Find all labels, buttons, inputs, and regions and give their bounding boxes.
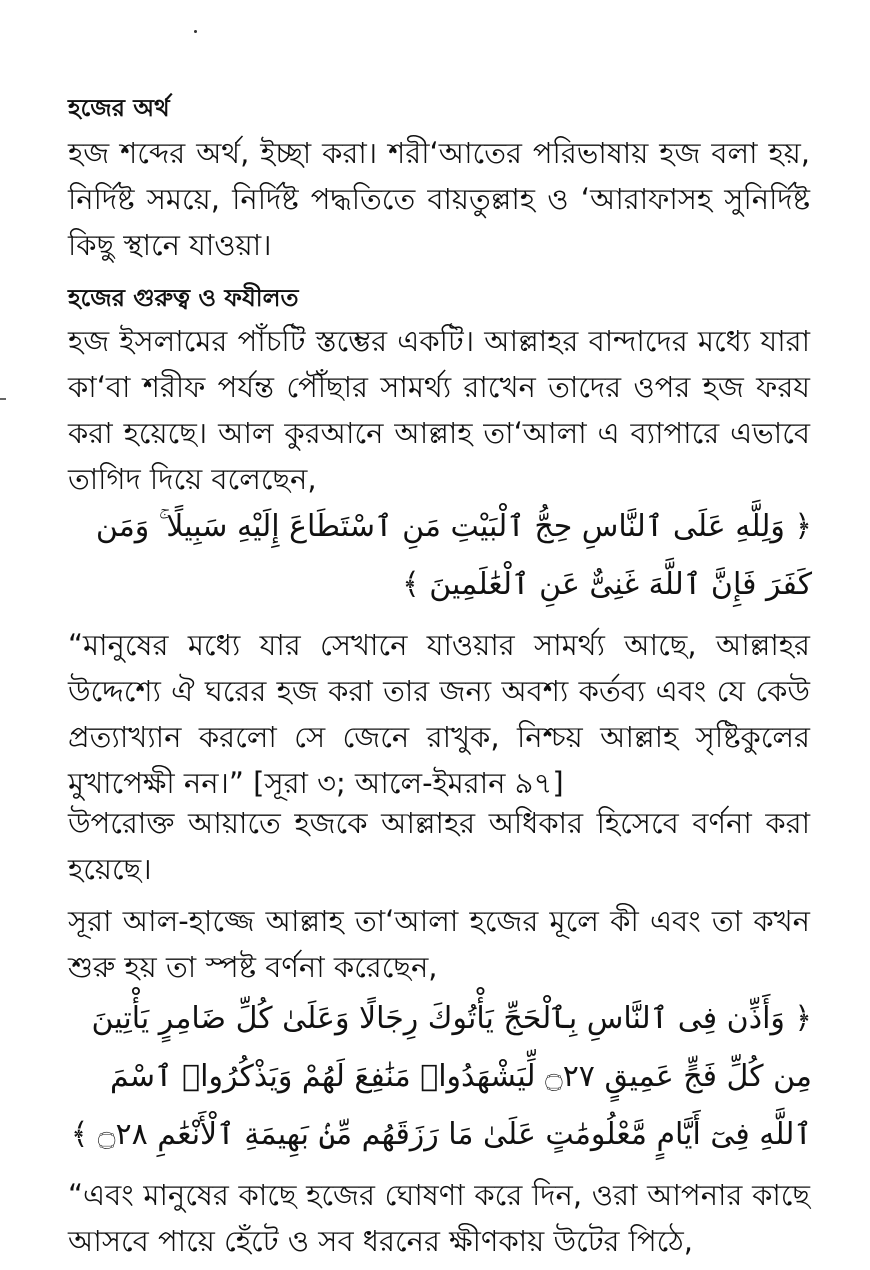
paragraph-commentary: উপরোক্ত আয়াতে হজকে আল্লাহর অধিকার হিসেবে বর্ণনা করা হয়েছে। <box>68 806 810 886</box>
paragraph-meaning: হজ শব্দের অর্থ, ইচ্ছা করা। শরী‘আতের পরিভাষায় হজ বলা হয়, নির্দিষ্ট সময়ে, নির্দিষ্ট পদ্ধতিতে বায়তুল্লাহ ও ‘আরাফাসহ সুনির্দিষ্ট কিছু স্থানে যাওয়া। <box>68 136 810 262</box>
scan-margin-mark <box>0 398 6 400</box>
translation-verse-2: “এবং মানুষের কাছে হজের ঘোষণা করে দিন, ওরা আপনার কাছে আসবে পায়ে হেঁটে ও সব ধরনের ক্ষীণকায় উটের পিঠে, <box>68 1178 810 1258</box>
section-heading-importance: হজের গুরুত্ব ও ফযীলত <box>68 284 299 312</box>
paragraph-surah-hajj-intro: সূরা আল-হাজ্জে আল্লাহ তা‘আলা হজের মূলে কী এবং তা কখন শুরু হয় তা স্পষ্ট বর্ণনা করেছেন, <box>68 904 810 984</box>
scan-speck <box>194 30 197 33</box>
translation-verse-1: “মানুষের মধ্যে যার সেখানে যাওয়ার সামর্থ্য আছে, আল্লাহর উদ্দেশ্যে ঐ ঘরের হজ করা তার জন্য অবশ্য কর্তব্য এবং যে কেউ প্রত্যাখ্যান করলো সে জেনে রাখুক, নিশ্চয় আল্লাহ সৃষ্টিকুলের মুখাপেক্ষী নন।” [সূরা ৩; আলে-ইমরান ৯৭] <box>68 628 810 800</box>
paragraph-importance: হজ ইসলামের পাঁচটি স্তম্ভের একটি। আল্লাহর বান্দাদের মধ্যে যারা কা‘বা শরীফ পর্যন্ত পৌঁছার সামর্থ্য রাখেন তাদের ওপর হজ ফরয করা হয়েছে। আল কুরআনে আল্লাহ তা‘আলা এ ব্যাপারে এভাবে তাগিদ দিয়ে বলেছেন, <box>68 324 810 496</box>
arabic-verse-1: ﴿ وَلِلَّهِ عَلَى ٱلنَّاسِ حِجُّ ٱلْبَيْتِ مَنِ ٱسْتَطَاعَ إِلَيْهِ سَبِيلًا ۚ وَمَن كَفَرَ فَإِنَّ ٱللَّهَ غَنِىٌّ عَنِ ٱلْعَٰلَمِينَ ﴾ <box>95 509 812 602</box>
section-heading-meaning: হজের অর্থ <box>68 94 170 122</box>
arabic-verse-2: ﴿ وَأَذِّن فِى ٱلنَّاسِ بِٱلْحَجِّ يَأْتُوكَ رِجَالًا وَعَلَىٰ كُلِّ ضَامِرٍ يَأْتِينَ مِن كُلِّ فَجٍّ عَمِيقٍ ۝٢٧ لِّيَشْهَدُوا۟ مَنَٰفِعَ لَهُمْ وَيَذْكُرُوا۟ ٱسْمَ ٱللَّهِ فِىٓ أَيَّامٍ مَّعْلُومَٰتٍ عَلَىٰ مَا رَزَقَهُم مِّنۢ بَهِيمَةِ ٱلْأَنْعَٰمِ ۝٢٨ ﴾ <box>70 1001 812 1152</box>
